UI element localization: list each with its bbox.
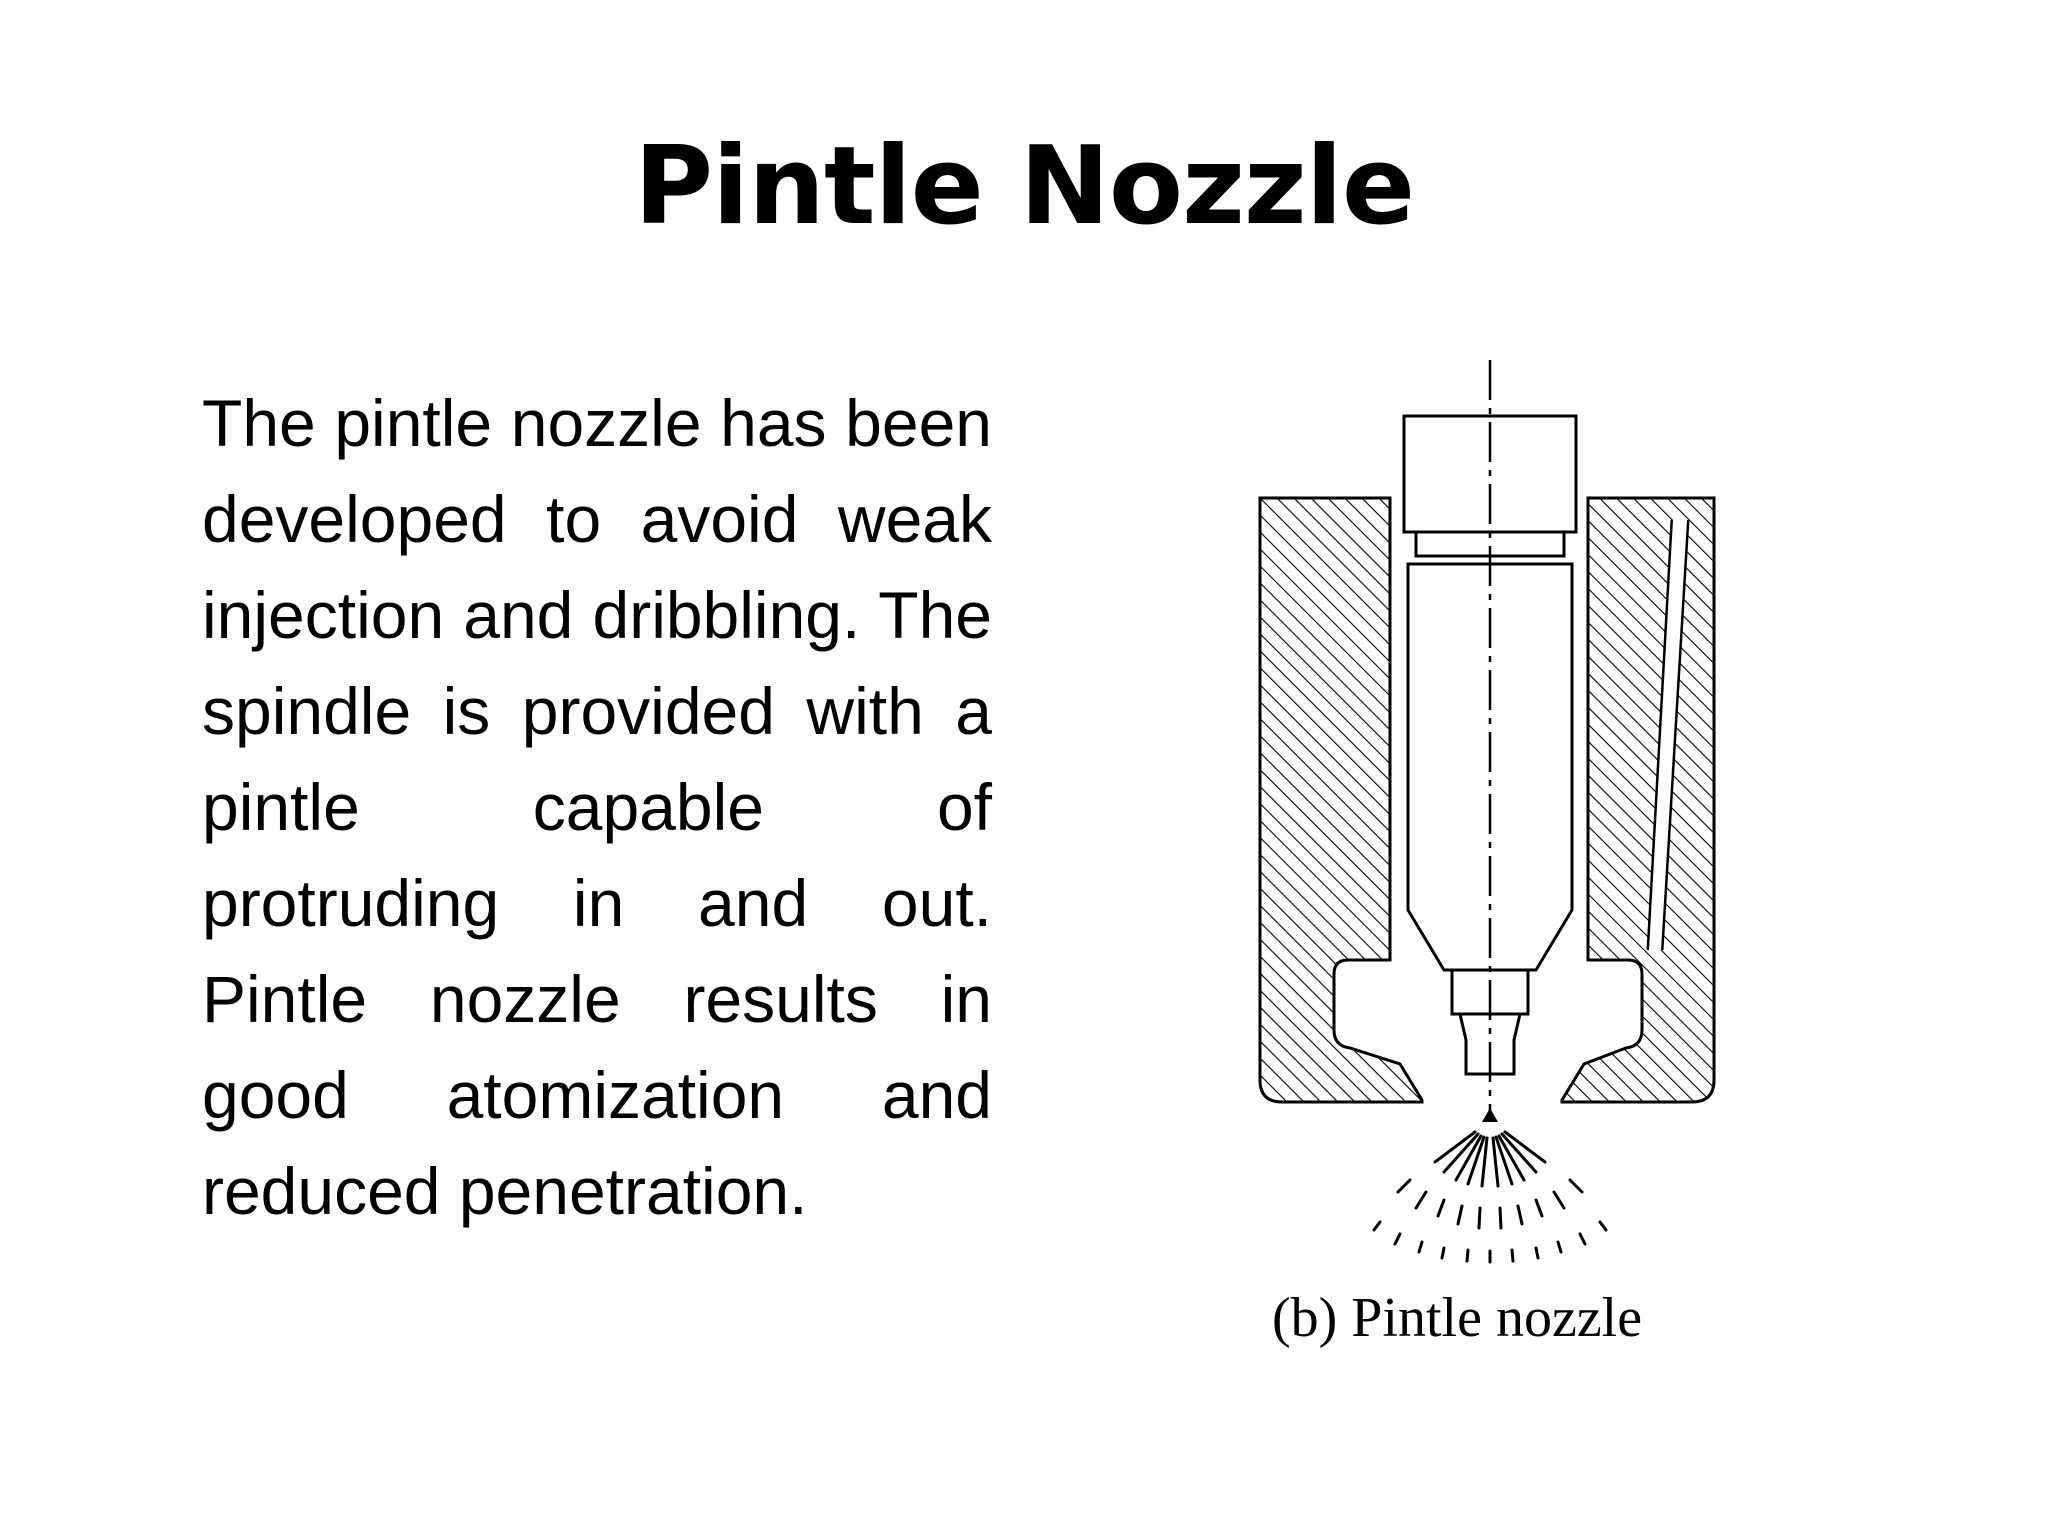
slide-title: Pintle Nozzle — [633, 124, 1415, 249]
pintle-nozzle-diagram — [1230, 350, 1750, 1370]
body-paragraph: The pintle nozzle has been developed to avoid weak injection and dribbling. The spindle is provided with a pintle capable of protruding in and out. Pintle nozzle results in good atomization and reduced penetration. — [202, 386, 992, 1228]
figure-caption: (b) Pintle nozzle — [1272, 1287, 1643, 1349]
spray-pattern — [1374, 1132, 1606, 1262]
nozzle-body-left — [1260, 498, 1422, 1102]
nozzle-body-right — [1562, 498, 1714, 1102]
